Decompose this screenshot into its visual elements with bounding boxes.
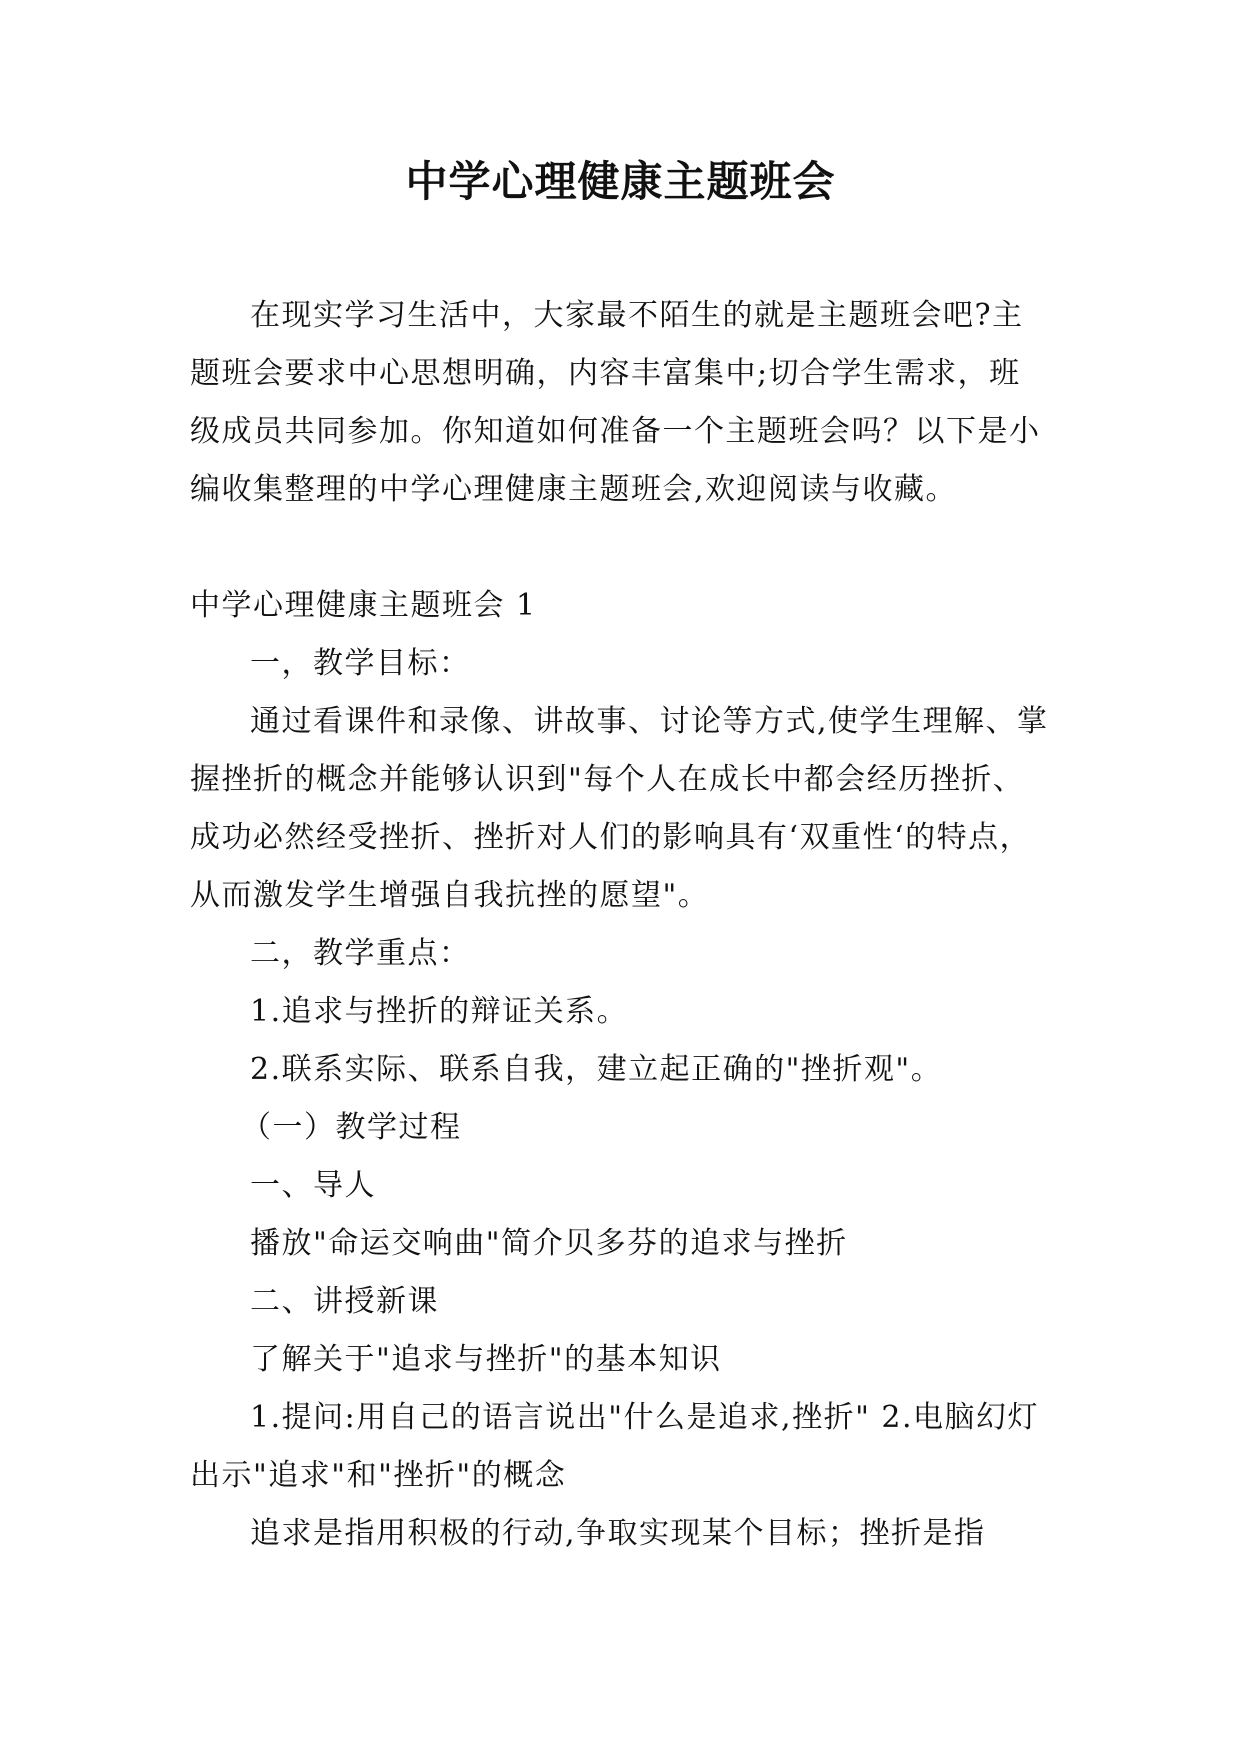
paragraph-focus-1: 1.追求与挫折的辩证关系。 [250, 994, 629, 1029]
paragraph-focus-heading: 二，教学重点： [250, 936, 471, 971]
paragraph-definition: 追求是指用积极的行动,争取实现某个目标；挫折是指 [250, 1516, 986, 1551]
document-body [190, 287, 1050, 1563]
paragraph-gap [190, 519, 1050, 577]
paragraph-question: 1.提问:用自己的语言说出"什么是追求,挫折" 2.电脑幻灯出示"追求"和"挫折"的概念 [190, 1400, 1040, 1493]
paragraph-process-heading: （一）教学过程 [241, 1110, 462, 1145]
paragraph-goal-text: 通过看课件和录像、讲故事、讨论等方式,使学生理解、掌握挫折的概念并能够认识到"每个人在成长中都会经历挫折、成功必然经受挫折、挫折对人们的影响具有‘双重性‘的特点，从而激发学生增强自我抗挫的愿望"。 [190, 704, 1049, 913]
paragraph-new-lesson: 二、讲授新课 [250, 1284, 439, 1319]
paragraph-focus-2: 2.联系实际、联系自我，建立起正确的"挫折观"。 [250, 1052, 943, 1087]
section-title: 中学心理健康主题班会 1 [190, 588, 537, 623]
paragraph-goal-heading: 一，教学目标： [250, 646, 471, 681]
paragraph-knowledge: 了解关于"追求与挫折"的基本知识 [250, 1342, 722, 1377]
paragraph-intro-step: 一、导人 [250, 1168, 376, 1203]
intro-paragraph: 在现实学习生活中，大家最不陌生的就是主题班会吧?主题班会要求中心思想明确，内容丰富集中;切合学生需求，班级成员共同参加。你知道如何准备一个主题班会吗？以下是小编收集整理的中学心理健康主题班会,欢迎阅读与收藏。 [190, 298, 1041, 507]
page-title: 中学心理健康主题班会 [405, 157, 836, 206]
paragraph-intro-detail: 播放"命运交响曲"简介贝多芬的追求与挫折 [250, 1226, 848, 1261]
